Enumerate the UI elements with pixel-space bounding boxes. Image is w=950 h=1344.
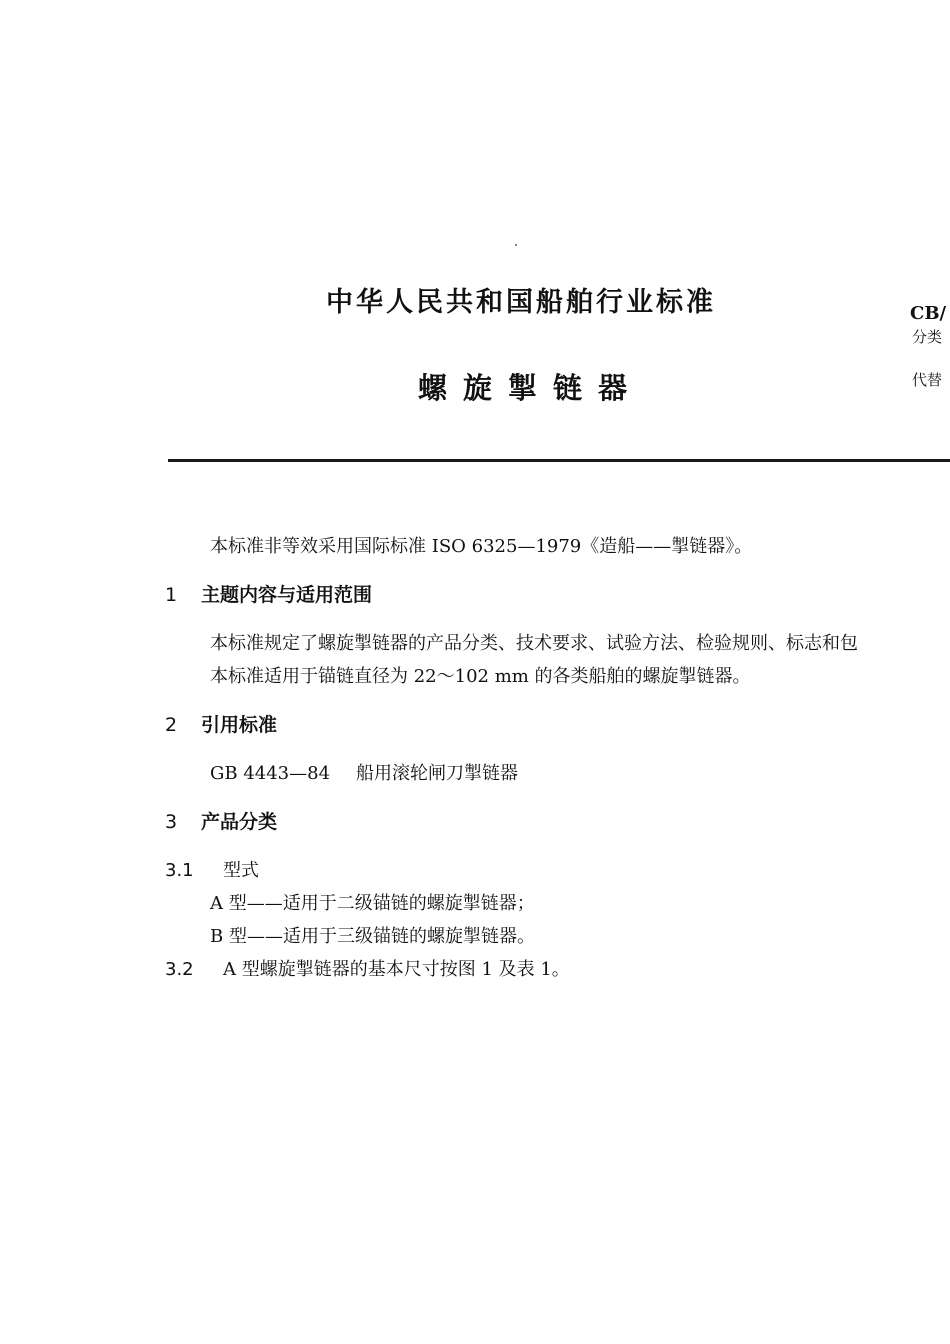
subsection-3-2 bbox=[165, 955, 570, 981]
section-title: 引用标准 bbox=[201, 714, 278, 736]
reference-code: GB 4443—84 bbox=[210, 763, 331, 784]
section-number: 3 bbox=[165, 811, 178, 833]
document-title: 螺旋掣链器 bbox=[418, 371, 644, 405]
subsection-title: A 型螺旋掣链器的基本尺寸按图 1 及表 1。 bbox=[223, 959, 570, 980]
section-2-heading bbox=[165, 710, 277, 737]
subsection-number: 3.1 bbox=[165, 860, 194, 881]
replaces-label: 代替 bbox=[912, 371, 943, 389]
section-number: 1 bbox=[165, 584, 178, 606]
standard-org-title: 中华人民共和国船舶行业标准 bbox=[326, 287, 716, 318]
section-title: 产品分类 bbox=[201, 811, 278, 833]
section-title: 主题内容与适用范围 bbox=[201, 584, 373, 606]
type-a-item: A 型——适用于二级锚链的螺旋掣链器； bbox=[210, 893, 535, 914]
subsection-3-1 bbox=[165, 856, 259, 882]
section-1-paragraph-1: 本标准规定了螺旋掣链器的产品分类、技术要求、试验方法、检验规则、标志和包 bbox=[210, 633, 858, 654]
type-b-item: B 型——适用于三级锚链的螺旋掣链器。 bbox=[210, 926, 535, 947]
standard-code: CB/ bbox=[910, 303, 947, 324]
header-divider bbox=[168, 459, 950, 462]
scan-speck bbox=[515, 244, 517, 246]
section-1-heading bbox=[165, 580, 372, 607]
section-3-heading bbox=[165, 807, 277, 834]
reference-name: 船用滚轮闸刀掣链器 bbox=[356, 763, 518, 784]
subsection-number: 3.2 bbox=[165, 959, 194, 980]
section-number: 2 bbox=[165, 714, 178, 736]
intro-paragraph: 本标准非等效采用国际标准 ISO 6325—1979《造船——掣链器》。 bbox=[210, 536, 753, 557]
reference-entry bbox=[210, 759, 518, 785]
classification-label: 分类 bbox=[912, 328, 943, 346]
subsection-title: 型式 bbox=[223, 860, 259, 881]
section-1-paragraph-2: 本标准适用于锚链直径为 22～102 mm 的各类船舶的螺旋掣链器。 bbox=[210, 666, 751, 687]
